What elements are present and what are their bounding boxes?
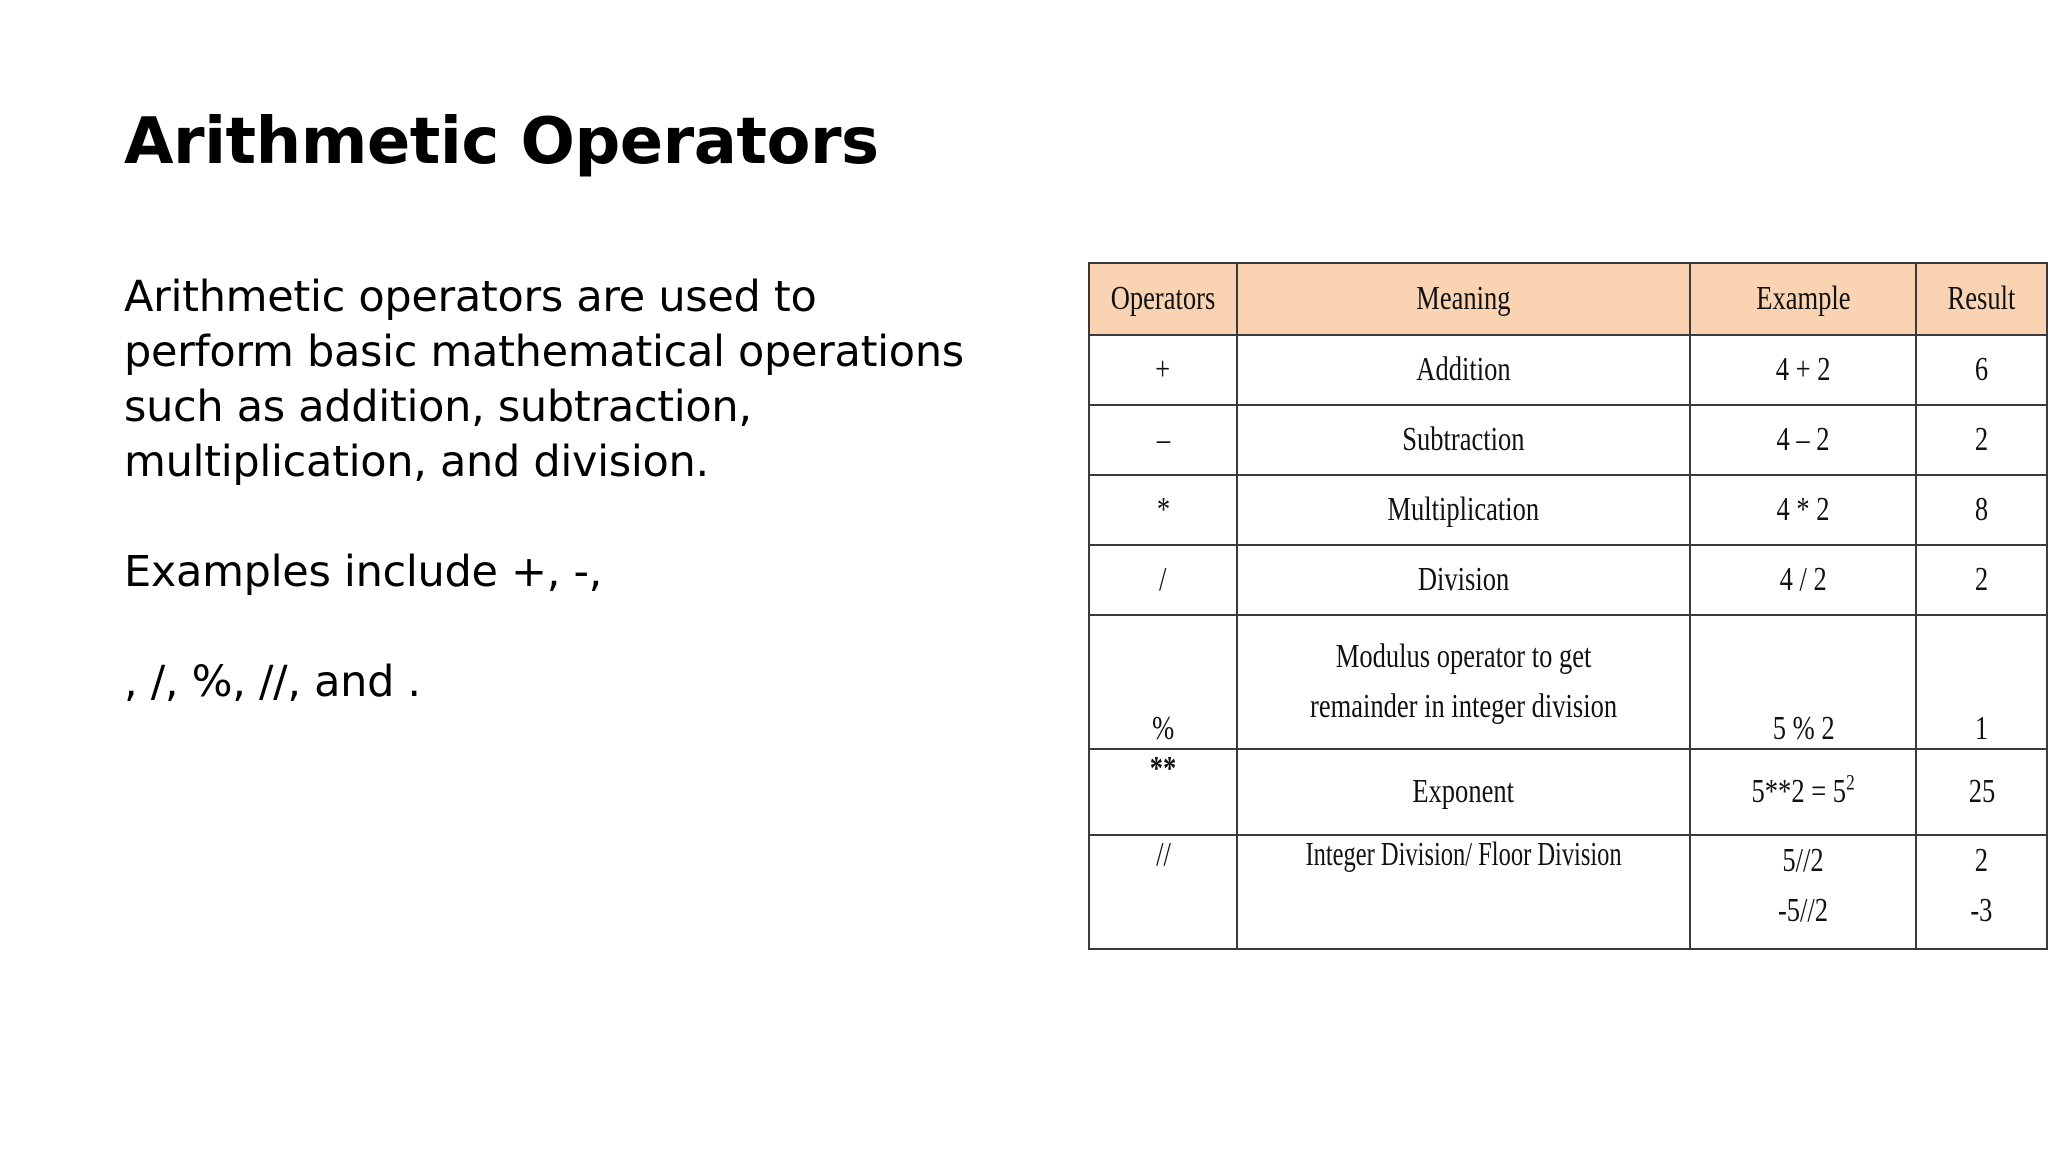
paragraph-line: Arithmetic operators are used to (124, 272, 817, 322)
cell-result: 25 (1916, 749, 2047, 835)
cell-example: 5 % 2 (1690, 615, 1916, 749)
cell-example: 4 – 2 (1690, 405, 1916, 475)
cell-operator: / (1089, 545, 1237, 615)
header-operators: Operators (1089, 263, 1237, 335)
table-header-row (1089, 263, 2047, 335)
cell-result: 2 -3 (1916, 835, 2047, 949)
operators-table-image (1088, 262, 2048, 950)
cell-example: 4 / 2 (1690, 545, 1916, 615)
table-row (1089, 749, 2047, 835)
cell-meaning: Multiplication (1237, 475, 1690, 545)
cell-operator: % (1089, 615, 1237, 749)
slide-body (124, 270, 1024, 710)
cell-example: $5**2 = 5^2$ (1690, 749, 1916, 835)
table-row (1089, 475, 2047, 545)
cell-operator: + (1089, 335, 1237, 405)
cell-meaning: Modulus operator to get remainder in integer division (1237, 615, 1690, 749)
cell-meaning: Addition (1237, 335, 1690, 405)
cell-operator: // (1089, 835, 1237, 949)
cell-meaning: Subtraction (1237, 405, 1690, 475)
header-meaning: Meaning (1237, 263, 1690, 335)
table-row (1089, 405, 2047, 475)
cell-example: 5//2 -5//2 (1690, 835, 1916, 949)
cell-meaning: Exponent (1237, 749, 1690, 835)
header-result: Result (1916, 263, 2047, 335)
examples-line: Examples include +, -, (124, 547, 603, 597)
cell-meaning: Integer Division/ Floor Division (1237, 835, 1690, 949)
header-example: Example (1690, 263, 1916, 335)
cell-example: 4 + 2 (1690, 335, 1916, 405)
cell-result: 2 (1916, 405, 2047, 475)
paragraph-line: perform basic mathematical operations (124, 327, 964, 377)
cell-operator: ** (1089, 749, 1237, 835)
cell-example: 4 * 2 (1690, 475, 1916, 545)
examples-continuation: , /, %, //, and . (124, 657, 421, 707)
cell-operator: * (1089, 475, 1237, 545)
operators-table (1088, 262, 2048, 950)
cell-result: 2 (1916, 545, 2047, 615)
cell-result: 6 (1916, 335, 2047, 405)
slide-title: Arithmetic Operators (124, 105, 879, 179)
cell-result: 8 (1916, 475, 2047, 545)
table-row (1089, 615, 2047, 749)
cell-operator: – (1089, 405, 1237, 475)
table-row (1089, 335, 2047, 405)
paragraph-line: such as addition, subtraction, (124, 382, 752, 432)
cell-meaning: Division (1237, 545, 1690, 615)
table-row (1089, 545, 2047, 615)
table-row (1089, 835, 2047, 949)
paragraph-line: multiplication, and division. (124, 437, 709, 487)
cell-result: 1 (1916, 615, 2047, 749)
